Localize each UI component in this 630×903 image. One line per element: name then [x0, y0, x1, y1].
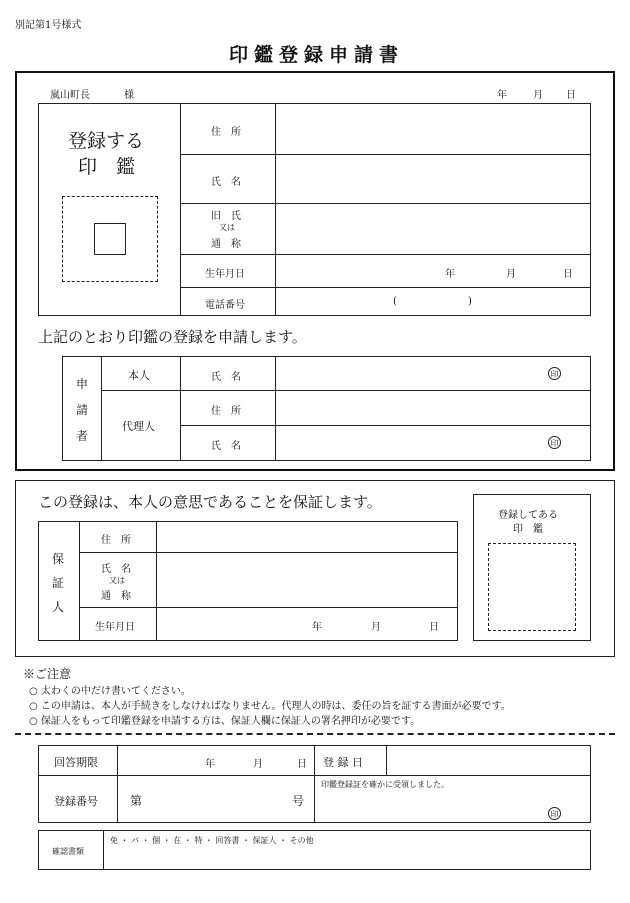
guarantor-address-field[interactable]	[157, 522, 457, 552]
address-label: 住 所	[211, 127, 241, 138]
seal-mark: 印	[548, 436, 561, 449]
name-field[interactable]	[276, 155, 590, 203]
date-month-label: 月	[533, 90, 543, 101]
self-name-field[interactable]	[276, 357, 590, 390]
guarantor-name-field[interactable]	[157, 553, 457, 607]
seal-mark: 印	[548, 367, 561, 380]
birth-year-label: 年	[445, 269, 455, 280]
guarantor-address-label: 住 所	[101, 535, 131, 546]
agent-address-label: 住 所	[211, 406, 241, 417]
self-label: 本人	[128, 369, 150, 382]
applicant-vertical-1: 申	[75, 377, 88, 391]
guarantee-statement: この登録は、本人の意思であることを保証します。	[38, 493, 382, 511]
agent-name-label: 氏 名	[211, 441, 241, 452]
page-title: 印鑑登録申請書	[229, 44, 405, 66]
seal-box-title-2: 印 鑑	[78, 156, 136, 178]
date-day-label: 日	[566, 90, 576, 101]
guarantor-year-label: 年	[312, 622, 322, 633]
doc-options[interactable]: 免 ・ パ ・ 個 ・ 在 ・ 特 ・ 回答書 ・ 保証人 ・ その他	[110, 836, 314, 845]
alias-label: 通 称	[211, 239, 241, 250]
notes-heading: ※ご注意	[23, 667, 72, 681]
guarantor-vertical-1: 保	[51, 552, 64, 566]
registration-date-label: 登 録 日	[323, 756, 363, 769]
confirm-docs-label: 確認書類	[52, 847, 84, 856]
deadline-day-label: 日	[297, 759, 307, 770]
note-item: ○ この申請は、本人が手続きをしなければなりません。代理人の時は、委任の旨を証する書面が必要です。	[29, 701, 511, 712]
addressee-honorific: 様	[124, 90, 134, 101]
old-name-or: 又は	[219, 223, 235, 232]
guarantor-vertical-3: 人	[51, 600, 64, 614]
application-statement: 上記のとおり印鑑の登録を申請します。	[38, 328, 307, 346]
deadline-year-label: 年	[205, 759, 215, 770]
applicant-vertical-3: 者	[75, 429, 88, 443]
agent-label: 代理人	[122, 420, 155, 433]
addressee: 嵐山町長	[50, 90, 90, 101]
guarantor-birthdate-label: 生年月日	[95, 622, 135, 633]
phone-label: 電話番号	[205, 300, 245, 311]
date-year-label: 年	[497, 90, 507, 101]
guarantor-month-label: 月	[371, 622, 381, 633]
applicant-vertical-2: 請	[75, 403, 88, 417]
agent-name-field[interactable]	[276, 426, 590, 460]
birth-day-label: 日	[563, 269, 573, 280]
registered-seal-area[interactable]	[488, 543, 576, 631]
guarantor-day-label: 日	[429, 622, 439, 633]
registration-number-label: 登録番号	[54, 795, 98, 808]
receipt-text: 印鑑登録証を確かに受領しました。	[321, 780, 449, 789]
guarantor-alias-label: 通 称	[101, 591, 131, 602]
note-item: ○ 保証人をもって印鑑登録を申請する方は、保証人欄に保証人の署名押印が必要です。	[29, 716, 421, 727]
phone-field[interactable]	[276, 288, 590, 316]
address-field[interactable]	[276, 104, 590, 154]
agent-address-field[interactable]	[276, 391, 590, 425]
name-label: 氏 名	[211, 177, 241, 188]
old-name-field[interactable]	[276, 204, 590, 254]
cut-line	[15, 733, 615, 735]
seal-box-title: 登録する	[68, 130, 145, 152]
guarantor-or: 又は	[109, 576, 125, 585]
deadline-month-label: 月	[253, 759, 263, 770]
note-item: ○ 太わくの中だけ書いてください。	[29, 686, 191, 697]
number-suffix: 号	[292, 794, 305, 808]
registered-seal-label: 登録してある	[498, 510, 558, 521]
seal-mark: 印	[548, 807, 561, 820]
guarantor-name-label: 氏 名	[101, 564, 131, 575]
registered-seal-label-2: 印 鑑	[513, 524, 543, 535]
phone-open-paren: (	[393, 296, 397, 307]
number-prefix: 第	[130, 794, 143, 808]
old-name-label: 旧 氏	[211, 211, 241, 222]
self-name-label: 氏 名	[211, 372, 241, 383]
guarantor-vertical-2: 証	[51, 576, 64, 590]
phone-close-paren: )	[468, 296, 472, 307]
form-number: 別記第1号様式	[15, 20, 82, 31]
registration-date-field[interactable]	[387, 746, 590, 775]
birthdate-label: 生年月日	[205, 269, 245, 280]
seal-center-mark	[94, 223, 126, 255]
birth-month-label: 月	[506, 269, 516, 280]
reply-deadline-label: 回答期限	[54, 756, 98, 769]
